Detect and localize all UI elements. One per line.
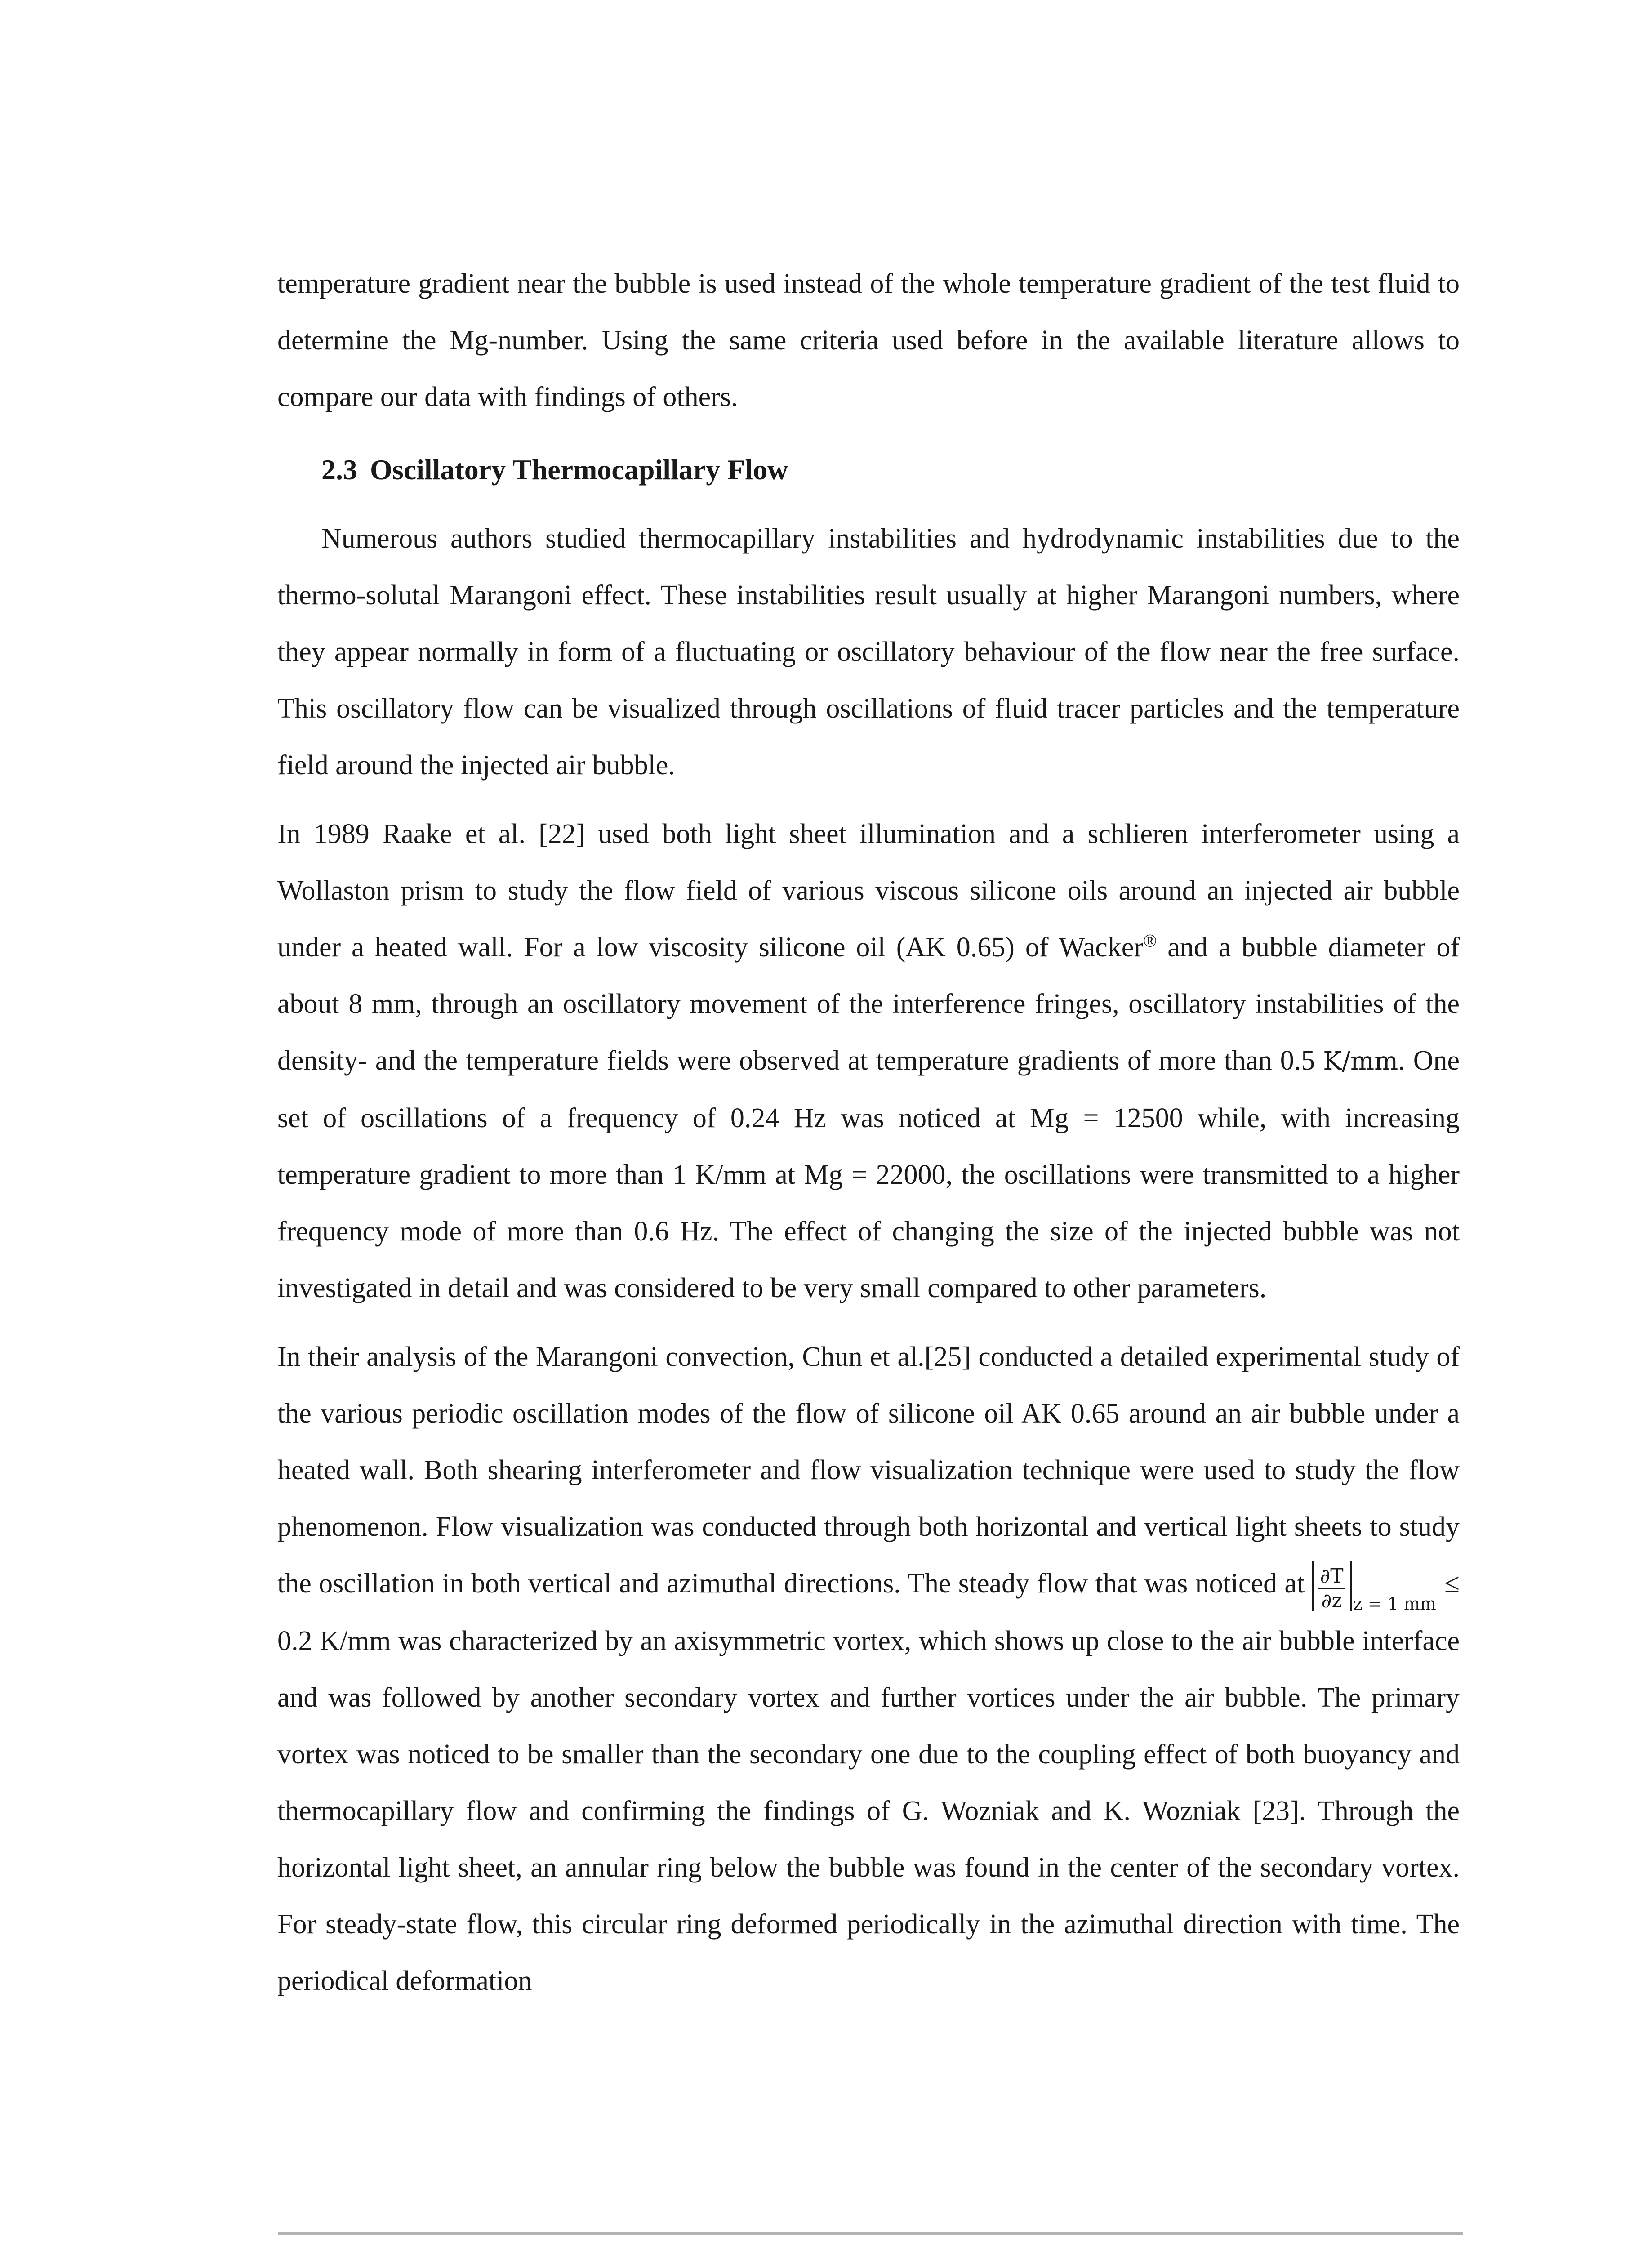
chun-text-part-2: ≤ 0.2 K/mm was characterized by an axisymmetric vortex, which shows up close to the air bubble interface and was followed by another secondary vortex and further vortices under the air bubble. The primary vortex was noticed to be smaller than the secondary one due to the coupling effect of both buoyancy and thermocapillary flow and confirming the findings of G. Wozniak and K. Wozniak [23]. Through the horizontal light sheet, an annular ring below the bubble was found in the center of the secondary vortex. For steady-state flow, this circular ring deformed periodically in the azimuthal direction with time. The periodical deformation: [277, 1568, 1460, 1996]
chun-text-part-1: In their analysis of the Marangoni convection, Chun et al.[25] conducted a detailed experimental study of the various periodic oscillation modes of the flow of silicone oil AK 0.65 around an air bubble under a heated wall. Both shearing interferometer and flow visualization technique were used to study the flow phenomenon. Flow visualization was conducted through both horizontal and vertical light sheets to study the oscillation in both vertical and azimuthal directions. The steady flow that was noticed at: [277, 1342, 1460, 1599]
section-number: 2.3: [321, 454, 357, 486]
fraction-denominator: ∂z: [1321, 1589, 1342, 1613]
gradient-fraction: [1318, 1565, 1345, 1613]
paragraph-continuation: temperature gradient near the bubble is used instead of the whole temperature gradient of the test fluid to determine the Mg-number. Using the same criteria used before in the available literature allows to compare our data with findings of others.: [277, 268, 1460, 412]
raake-text-part-3: . One set of oscillations of a frequency of 0.24 Hz was noticed at Mg = 12500 while, with increasing temperature gradient to more than 1 K/mm at Mg = 22000, the oscillations were transmitted to a higher frequency mode of more than 0.6 Hz. The effect of changing the size of the injected bubble was not investigated in detail and was considered to be very small compared to other parameters.: [277, 1045, 1460, 1303]
paragraph-intro: Numerous authors studied thermocapillary instabilities and hydrodynamic instabilities due to the thermo-solutal Marangoni effect. These instabilities result usually at higher Marangoni numbers, where they appear normally in form of a fluctuating or oscillatory behaviour of the flow near the free surface. This oscillatory flow can be visualized through oscillations of fluid tracer particles and the temperature field around the injected air bubble.: [277, 523, 1460, 781]
footer-divider: [278, 2232, 1463, 2235]
raake-text-part-2: and a bubble diameter of about 8 mm, through an oscillatory movement of the interference fringes, oscillatory instabilities of the density- and the temperature fields were observed at temperature gradients of more than 0.5: [277, 932, 1460, 1076]
paragraph-raake: [277, 806, 1460, 1316]
section-title: Oscillatory Thermocapillary Flow: [370, 454, 788, 486]
registered-mark: ®: [1143, 930, 1157, 951]
evaluation-subscript: z = 1 mm: [1353, 1594, 1436, 1614]
gradient-abs: [1312, 1561, 1352, 1611]
fraction-numerator: ∂T: [1318, 1565, 1345, 1589]
raake-text-part-1: In 1989 Raake et al. [22] used both light sheet illumination and a schlieren interferometer using a Wollaston prism to study the flow field of various viscous silicone oils around an injected air bubble under a heated wall. For a low viscosity silicone oil (AK 0.65) of Wacker: [277, 819, 1460, 963]
unit-k-per-mm: K/mm: [1323, 1047, 1398, 1076]
section-heading: [277, 442, 1460, 498]
page-body: [277, 255, 1460, 2009]
paragraph-chun: [277, 1329, 1460, 2009]
